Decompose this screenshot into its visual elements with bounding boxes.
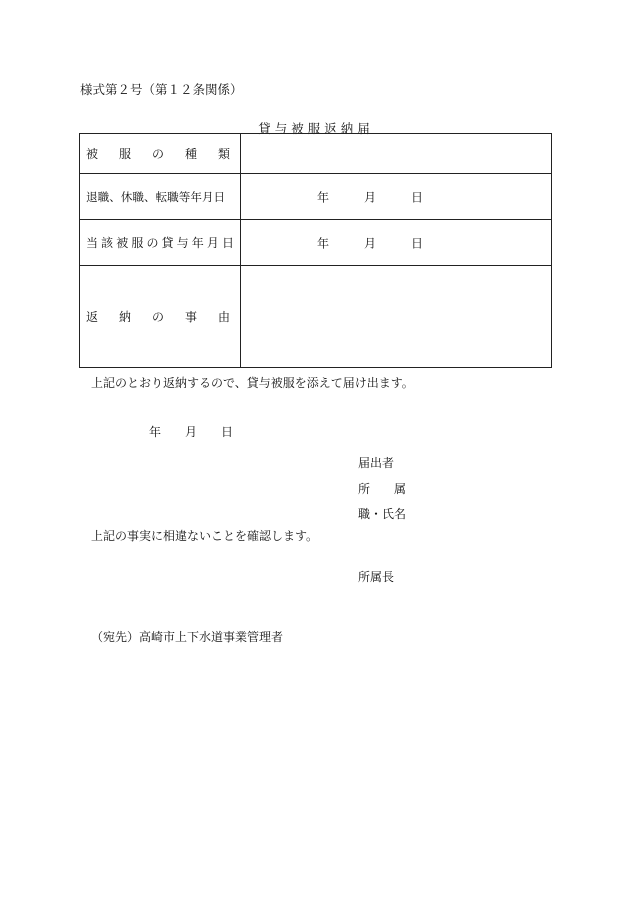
month-char: 月 — [364, 236, 377, 250]
return-statement: 上記のとおり返納するので、貸与被服を添えて届け出ます。 — [91, 376, 414, 390]
confirm-statement: 上記の事実に相違ないことを確認します。 — [91, 529, 319, 543]
date-month-char: 月 — [185, 425, 198, 439]
retirement-date-label: 退職、休職、転職等年月日 — [80, 174, 241, 220]
clothing-type-label: 被 服 の 種 類 — [80, 134, 241, 174]
day-char: 日 — [411, 190, 424, 204]
loan-date-field[interactable] — [241, 220, 552, 266]
date-year-char: 年 — [149, 425, 162, 439]
loan-date-label: 当 該 被 服 の 貸 与 年 月 日 — [80, 220, 241, 266]
retirement-date-field[interactable] — [241, 174, 552, 220]
return-reason-label: 返 納 の 事 由 — [80, 266, 241, 368]
department-chief-label: 所属長 — [358, 570, 395, 584]
table-row — [80, 220, 552, 266]
return-form-table — [79, 133, 552, 368]
submitter-label: 届出者 — [358, 456, 395, 470]
day-char: 日 — [411, 236, 424, 250]
month-char: 月 — [364, 190, 377, 204]
addressee: （宛先）高崎市上下水道事業管理者 — [91, 630, 284, 644]
clothing-type-field[interactable] — [241, 134, 552, 174]
date-day-char: 日 — [221, 425, 234, 439]
return-reason-field[interactable] — [241, 266, 552, 368]
form-number: 様式第２号（第１２条関係） — [80, 82, 243, 97]
form-title: 貸与被服返納届 — [258, 121, 374, 136]
table-row — [80, 174, 552, 220]
year-char: 年 — [317, 190, 330, 204]
table-row — [80, 134, 552, 174]
year-char: 年 — [317, 236, 330, 250]
position-name-label: 職・氏名 — [358, 507, 407, 521]
table-row — [80, 266, 552, 368]
